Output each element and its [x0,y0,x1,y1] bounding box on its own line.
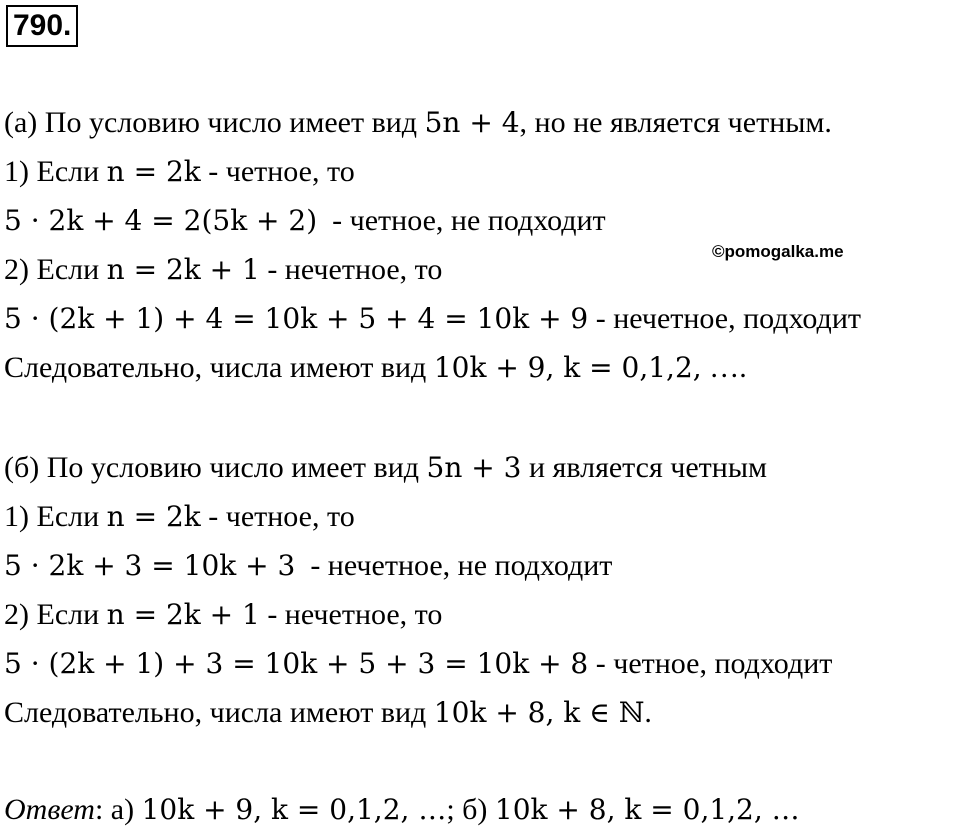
watermark: ©pomogalka.me [712,242,844,261]
part-a-case1 [4,152,355,192]
part-b-intro-text: (б) По условию число имеет вид [4,451,427,484]
part-b-conclusion-math: 10k + 8, k ∈ ℕ [433,696,645,729]
part-a-case1-math: n = 2k [106,155,201,188]
part-a-conclusion-math: 10k + 9, k = 0,1,2, [433,351,702,384]
answer-text-b: ; б) [446,793,495,826]
part-b-intro-math: 5n + 3 [426,451,522,484]
part-a-conclusion [4,348,747,388]
answer-line [4,790,800,830]
part-a-case1-result: - четное, не подходит [317,204,606,237]
part-a-conclusion-text: Следовательно, числа имеют вид [4,351,434,384]
part-a-case1-calc-line [4,201,606,241]
part-b-conclusion [4,693,652,733]
part-a-case1-text: 1) Если [4,155,107,188]
part-a-case2-text: 2) Если [4,253,107,286]
part-b-case2 [4,595,442,635]
part-a-intro-text: (а) По условию число имеет вид [4,106,425,139]
part-b-case1-calc-line [4,546,612,586]
part-b-intro-tail: и является четным [521,451,767,484]
part-b-case2-calc: 5 · (2k + 1) + 3 = 10k + 5 + 3 = 10k + 8 [4,647,589,680]
part-a-case2-result: - нечетное, подходит [588,302,861,335]
part-a-case2-math: n = 2k + 1 [106,253,260,286]
part-a-case2-calc: 5 · (2k + 1) + 4 = 10k + 5 + 4 = 10k + 9 [4,302,589,335]
answer-math-b: 10k + 8, k = 0,1,2, … [494,793,800,826]
part-a-intro [4,103,832,143]
part-b-case1-text: 1) Если [4,500,107,533]
part-a-case2-calc-line [4,299,861,339]
answer-label: Ответ [4,793,95,826]
part-b-case1-tail: - четное, то [200,500,355,533]
part-b-case1 [4,497,355,537]
part-a-intro-tail: , но не является четным. [519,106,832,139]
part-b-case1-calc: 5 · 2k + 3 = 10k + 3 [4,549,296,582]
part-a-case1-tail: - четное, то [200,155,355,188]
part-a-intro-math: 5n + 4 [424,106,520,139]
part-b-case1-math: n = 2k [106,500,201,533]
part-b-case2-calc-line [4,644,832,684]
part-b-conclusion-text: Следовательно, числа имеют вид [4,696,434,729]
part-b-case2-result: - четное, подходит [588,647,833,680]
part-a-case1-calc: 5 · 2k + 4 = 2(5k + 2) [4,204,318,237]
part-b-intro [4,448,767,488]
part-a-conclusion-tail: …. [701,351,747,384]
part-a-case2 [4,250,442,290]
part-b-case2-text: 2) Если [4,598,107,631]
answer-math-a: 10k + 9, k = 0,1,2, … [141,793,447,826]
part-b-conclusion-tail: . [644,696,652,729]
part-b-case2-math: n = 2k + 1 [106,598,260,631]
problem-number: 790. [6,5,78,47]
answer-text-a: : а) [94,793,142,826]
part-a-case2-tail: - нечетное, то [259,253,443,286]
part-b-case1-result: - нечетное, не подходит [295,549,613,582]
part-b-case2-tail: - нечетное, то [259,598,443,631]
